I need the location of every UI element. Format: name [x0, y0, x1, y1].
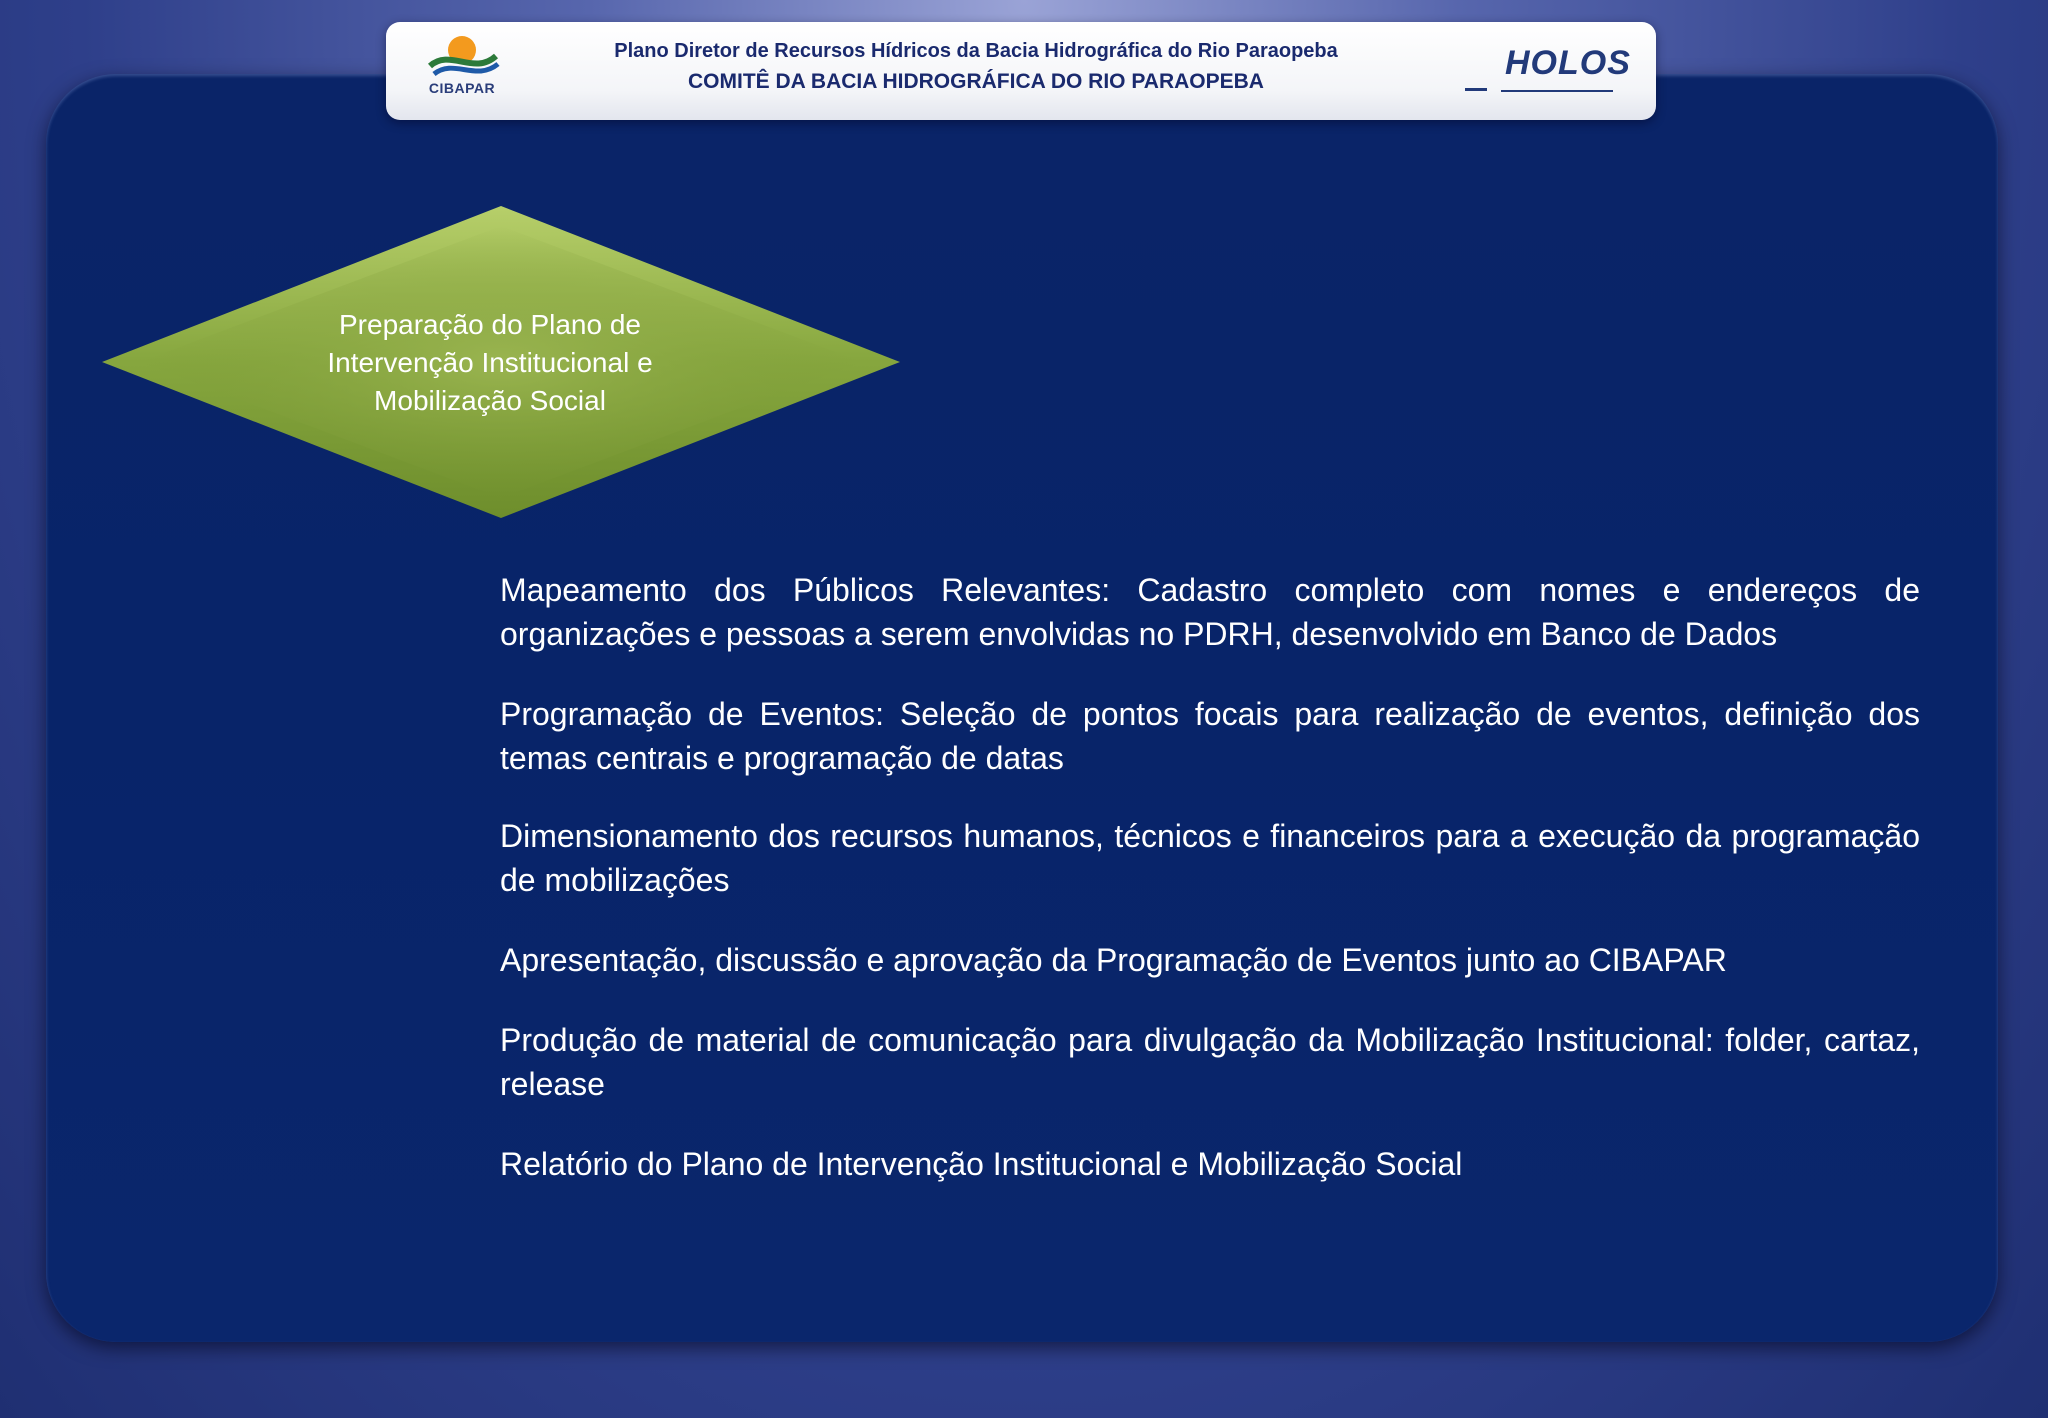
list-item: Dimensionamento dos recursos humanos, técnicos e financeiros para a execução da programação de mobilizações — [500, 818, 1920, 898]
header-bar — [386, 22, 1656, 120]
header-title: Plano Diretor de Recursos Hídricos da Bacia Hidrográfica do Rio Paraopeba — [614, 40, 1338, 62]
holos-dash-icon — [1461, 44, 1501, 104]
header-subtitle: COMITÊ DA BACIA HIDROGRÁFICA DO RIO PARAOPEBA — [688, 70, 1264, 93]
list-item: Apresentação, discussão e aprovação da Programação de Eventos junto ao CIBAPAR — [500, 942, 1727, 978]
cibapar-logo-text: CIBAPAR — [428, 80, 496, 96]
holos-logo — [1461, 44, 1631, 104]
diamond-label: Preparação do Plano de Intervenção Institucional e Mobilização Social — [327, 309, 653, 416]
cibapar-logo — [412, 26, 512, 116]
holos-logo-text: HOLOS — [1505, 44, 1631, 82]
list-item: Programação de Eventos: Seleção de pontos focais para realização de eventos, definição dos temas centrais e programação de datas — [500, 696, 1920, 776]
holos-underline-icon — [1501, 88, 1621, 102]
cibapar-emblem-icon — [412, 26, 512, 86]
list-item: Produção de material de comunicação para divulgação da Mobilização Institucional: folder, cartaz, release — [500, 1022, 1920, 1102]
list-item: Mapeamento dos Públicos Relevantes: Cadastro completo com nomes e endereços de organizações e pessoas a serem envolvidas no PDRH, desenvolvido em Banco de Dados — [500, 572, 1920, 652]
list-item: Relatório do Plano de Intervenção Institucional e Mobilização Social — [500, 1146, 1463, 1182]
